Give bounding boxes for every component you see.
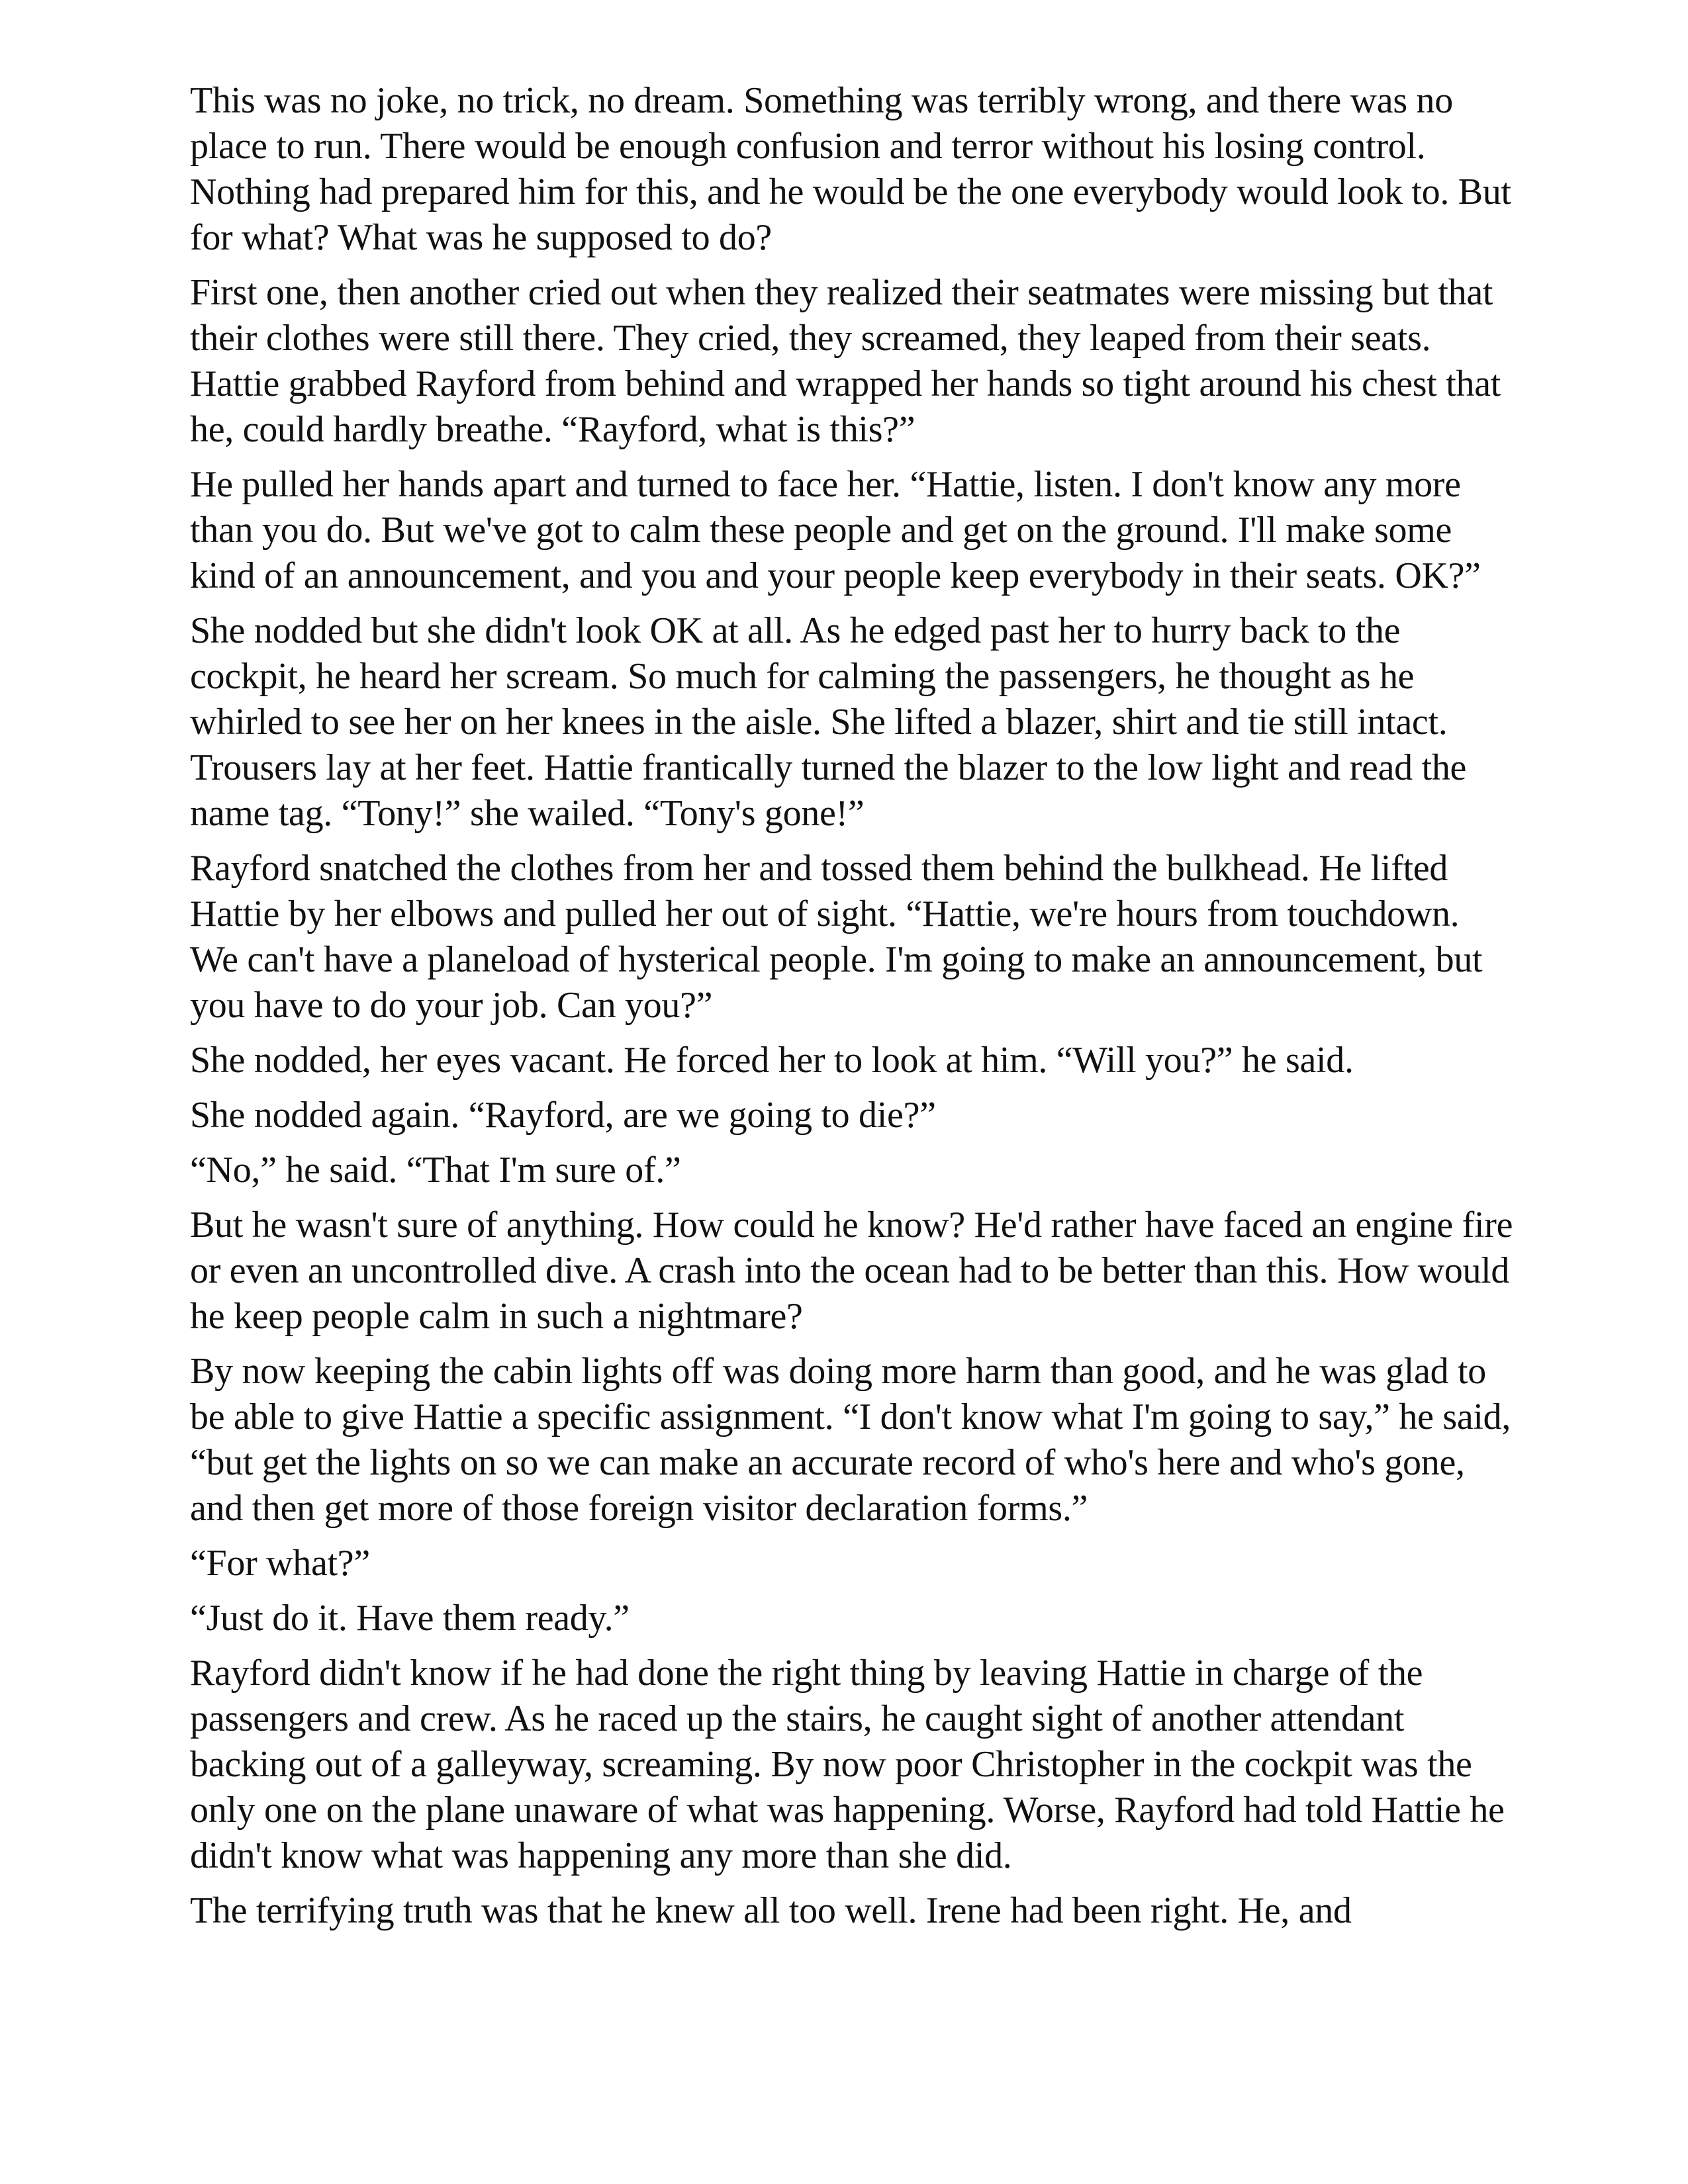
paragraph: She nodded again. “Rayford, are we going to die?”: [190, 1095, 936, 1136]
paragraph: “No,” he said. “That I'm sure of.”: [190, 1150, 681, 1191]
paragraph: “For what?”: [190, 1543, 370, 1584]
body-text: [190, 78, 1514, 1943]
paragraph: First one, then another cried out when they realized their seatmates were missing but that their clothes were still there. They cried, they screamed, they leaped from their seats. Hattie grabbed Rayford from behind and wrapped her hands so tight around his chest that he, could hardly breathe. “Rayford, what is this?”: [190, 272, 1501, 450]
paragraph: Rayford snatched the clothes from her and tossed them behind the bulkhead. He lifted Hattie by her elbows and pulled her out of sight. “Hattie, we're hours from touchdown. We can't have a planeload of hysterical people. I'm going to make an announcement, but you have to do your job. Can you?”: [190, 848, 1483, 1026]
paragraph: She nodded but she didn't look OK at all. As he edged past her to hurry back to the cockpit, he heard her scream. So much for calming the passengers, he thought as he whirled to see her on her knees in the aisle. She lifted a blazer, shirt and tie still intact. Trousers lay at her feet. Hattie frantically turned the blazer to the low light and read the name tag. “Tony!” she wailed. “Tony's gone!”: [190, 610, 1467, 834]
paragraph: She nodded, her eyes vacant. He forced her to look at him. “Will you?” he said.: [190, 1040, 1354, 1081]
paragraph: Rayford didn't know if he had done the right thing by leaving Hattie in charge of the passengers and crew. As he raced up the stairs, he caught sight of another attendant backing out of a galleyway, screaming. By now poor Christopher in the cockpit was the only one on the plane unaware of what was happening. Worse, Rayford had told Hattie he didn't know what was happening any more than she did.: [190, 1653, 1505, 1876]
paragraph: By now keeping the cabin lights off was doing more harm than good, and he was glad to be able to give Hattie a specific assignment. “I don't know what I'm going to say,” he said, “but get the lights on so we can make an accurate record of who's here and who's gone, and then get more of those foreign visitor declaration forms.”: [190, 1351, 1511, 1529]
paragraph: The terrifying truth was that he knew all too well. Irene had been right. He, and: [190, 1890, 1352, 1931]
paragraph: “Just do it. Have them ready.”: [190, 1598, 630, 1639]
paragraph: This was no joke, no trick, no dream. Something was terribly wrong, and there was no place to run. There would be enough confusion and terror without his losing control. Nothing had prepared him for this, and he would be the one everybody would look to. But for what? What was he supposed to do?: [190, 80, 1511, 258]
paragraph: But he wasn't sure of anything. How could he know? He'd rather have faced an engine fire or even an uncontrolled dive. A crash into the ocean had to be better than this. How would he keep people calm in such a nightmare?: [190, 1205, 1513, 1337]
paragraph: He pulled her hands apart and turned to face her. “Hattie, listen. I don't know any more than you do. But we've got to calm these people and get on the ground. I'll make some kind of an announcement, and you and your people keep everybody in their seats. OK?”: [190, 464, 1481, 596]
